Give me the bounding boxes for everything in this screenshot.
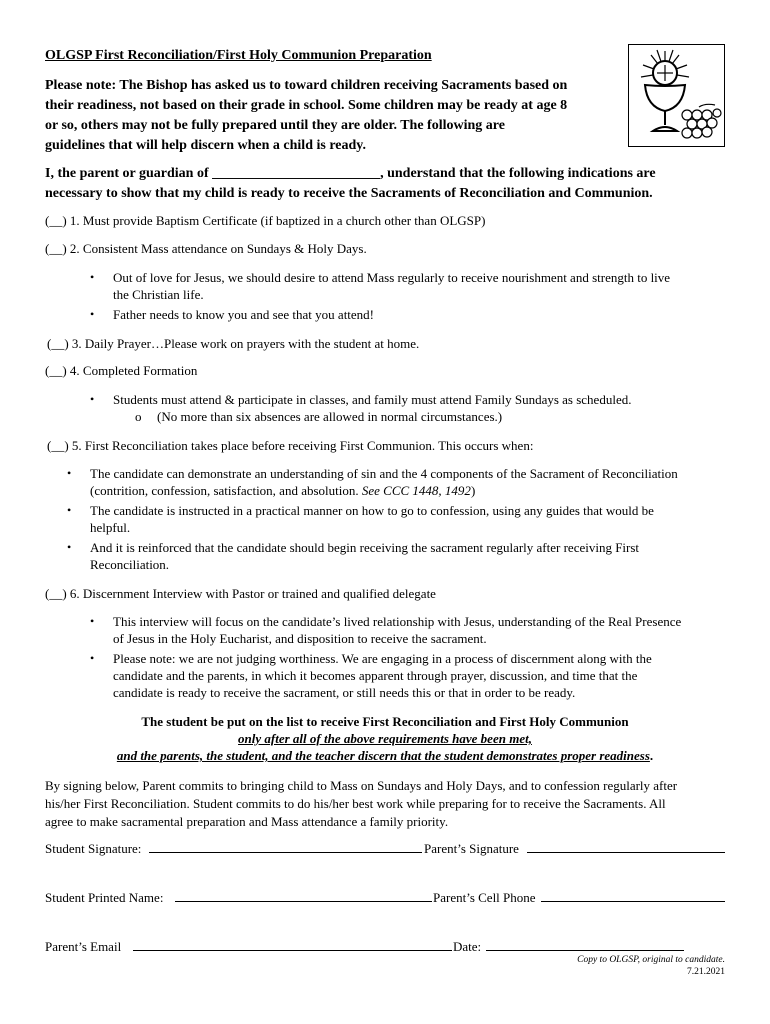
agreement-line: his/her First Reconciliation. Student commits to do his/her best work while preparing for to receive the Sacraments. All: [45, 796, 666, 811]
parent-email-field[interactable]: [133, 950, 452, 951]
footer-copy-note: Copy to OLGSP, original to candidate.: [577, 955, 725, 965]
bullet: •: [90, 614, 95, 628]
parent-statement-line2: necessary to show that my child is ready to receive the Sacraments of Reconciliation and Communion.: [45, 186, 653, 201]
requirement-4: (__) 4. Completed Formation: [45, 363, 198, 378]
bullet: •: [67, 466, 72, 480]
date-label: Date:: [453, 939, 482, 954]
student-signature-field[interactable]: [149, 852, 422, 853]
requirement-2: (__) 2. Consistent Mass attendance on Sundays & Holy Days.: [45, 241, 367, 256]
requirement-4-detail: Students must attend & participate in classes, and family must attend Family Sundays as scheduled.: [113, 392, 632, 407]
detail-line: Please note: we are not judging worthiness. We are engaging in a process of discernment along with the: [113, 651, 652, 666]
requirement-5: (__) 5. First Reconciliation takes place before receiving First Communion. This occurs when:: [47, 438, 534, 453]
bishop-note-line: guidelines that will help discern when a child is ready.: [45, 138, 367, 153]
child-name-blank[interactable]: ________________________: [212, 166, 381, 181]
parent-statement: [45, 164, 745, 204]
requirement-2-detail: [113, 269, 670, 303]
statement-line: [0, 747, 770, 764]
requirement-6-detail: [113, 650, 652, 701]
bullet: •: [67, 503, 72, 517]
detail-line: candidate is ready to receive the sacrament, or still needs this or that in order to be ready.: [113, 685, 576, 700]
bishop-note-line: their readiness, not based on their grade in school. Some children may be ready at age 8: [45, 98, 568, 113]
detail-line: The candidate can demonstrate an understanding of sin and the 4 components of the Sacrament of Reconciliation: [90, 466, 678, 481]
agreement-line: agree to make sacramental preparation and Mass attendance a family priority.: [45, 814, 449, 829]
sub-bullet: o: [135, 409, 142, 424]
requirement-2-detail: Father needs to know you and see that you attend!: [113, 307, 375, 322]
detail-line: candidate and the parents, in which it becomes apparent through prayer, discussion, and time that the: [113, 668, 638, 683]
chalice-host-grapes-icon: [629, 45, 724, 146]
detail-line: Reconciliation.: [90, 557, 170, 572]
bishop-note-line: Please note: The Bishop has asked us to toward children receiving Sacraments based on: [45, 78, 568, 93]
student-name-field[interactable]: [175, 901, 432, 902]
bullet: •: [90, 392, 95, 406]
detail-line: [90, 482, 678, 499]
student-name-label: Student Printed Name:: [45, 890, 164, 905]
requirement-6: (__) 6. Discernment Interview with Pastor or trained and qualified delegate: [45, 586, 436, 601]
date-field[interactable]: [486, 950, 684, 951]
requirements-statement: [0, 713, 770, 764]
detail-line: And it is reinforced that the candidate should begin receiving the sacrament regularly after receiving First: [90, 540, 640, 555]
bullet: •: [90, 651, 95, 665]
bishop-note-line: or so, others may not be fully prepared until they are older. The following are: [45, 118, 505, 133]
bullet: •: [90, 270, 95, 284]
detail-line: of Jesus in the Holy Eucharist, and disposition to receive the sacrament.: [113, 631, 487, 646]
page-title: OLGSP First Reconciliation/First Holy Communion Preparation: [45, 48, 432, 63]
requirement-5-detail: [90, 465, 678, 499]
requirement-4-subdetail: (No more than six absences are allowed in normal circumstances.): [157, 409, 503, 424]
communion-logo: [628, 44, 725, 147]
agreement-line: By signing below, Parent commits to bringing child to Mass on Sundays and Holy Days, and to confession regularly after: [45, 778, 678, 793]
requirement-5-detail: [90, 502, 654, 536]
signing-agreement: [45, 777, 745, 831]
requirement-6-detail: [113, 613, 681, 647]
parent-phone-field[interactable]: [541, 901, 725, 902]
parent-signature-label: Parent’s Signature: [424, 841, 519, 856]
requirement-1: (__) 1. Must provide Baptism Certificate (if baptized in a church other than OLGSP): [45, 213, 486, 228]
detail-line: The candidate is instructed in a practical manner on how to go to confession, using any guides that would be: [90, 503, 654, 518]
requirement-3: (__) 3. Daily Prayer…Please work on prayers with the student at home.: [47, 336, 420, 351]
ccc-reference: See CCC 1448, 1492: [361, 483, 471, 498]
bullet: •: [67, 540, 72, 554]
statement-text: I, the parent or guardian of: [45, 166, 213, 181]
detail-line: the Christian life.: [113, 287, 204, 302]
parent-email-label: Parent’s Email: [45, 939, 122, 954]
bullet: •: [90, 307, 95, 321]
detail-line: This interview will focus on the candidate’s lived relationship with Jesus, understanding of the Real Presence: [113, 614, 682, 629]
parent-phone-label: Parent’s Cell Phone: [433, 890, 536, 905]
detail-text: (contrition, confession, satisfaction, and absolution.: [90, 483, 362, 498]
statement-line: only after all of the above requirements have been met,: [238, 731, 532, 746]
statement-text: , understand that the following indications are: [380, 166, 656, 181]
detail-line: Out of love for Jesus, we should desire to attend Mass regularly to receive nourishment and strength to live: [113, 270, 671, 285]
requirement-5-detail: [90, 539, 639, 573]
detail-text: ): [470, 483, 476, 498]
statement-line: The student be put on the list to receive First Reconciliation and First Holy Communion: [141, 714, 629, 729]
student-signature-label: Student Signature:: [45, 841, 142, 856]
parent-statement-line1: [45, 164, 745, 184]
statement-text: .: [649, 748, 654, 763]
bishop-note: [45, 76, 625, 156]
statement-text: and the parents, the student, and the teacher discern that the student demonstrates proper readiness: [116, 748, 650, 763]
footer-date: 7.21.2021: [687, 967, 725, 977]
parent-signature-field[interactable]: [527, 852, 725, 853]
detail-line: helpful.: [90, 520, 131, 535]
